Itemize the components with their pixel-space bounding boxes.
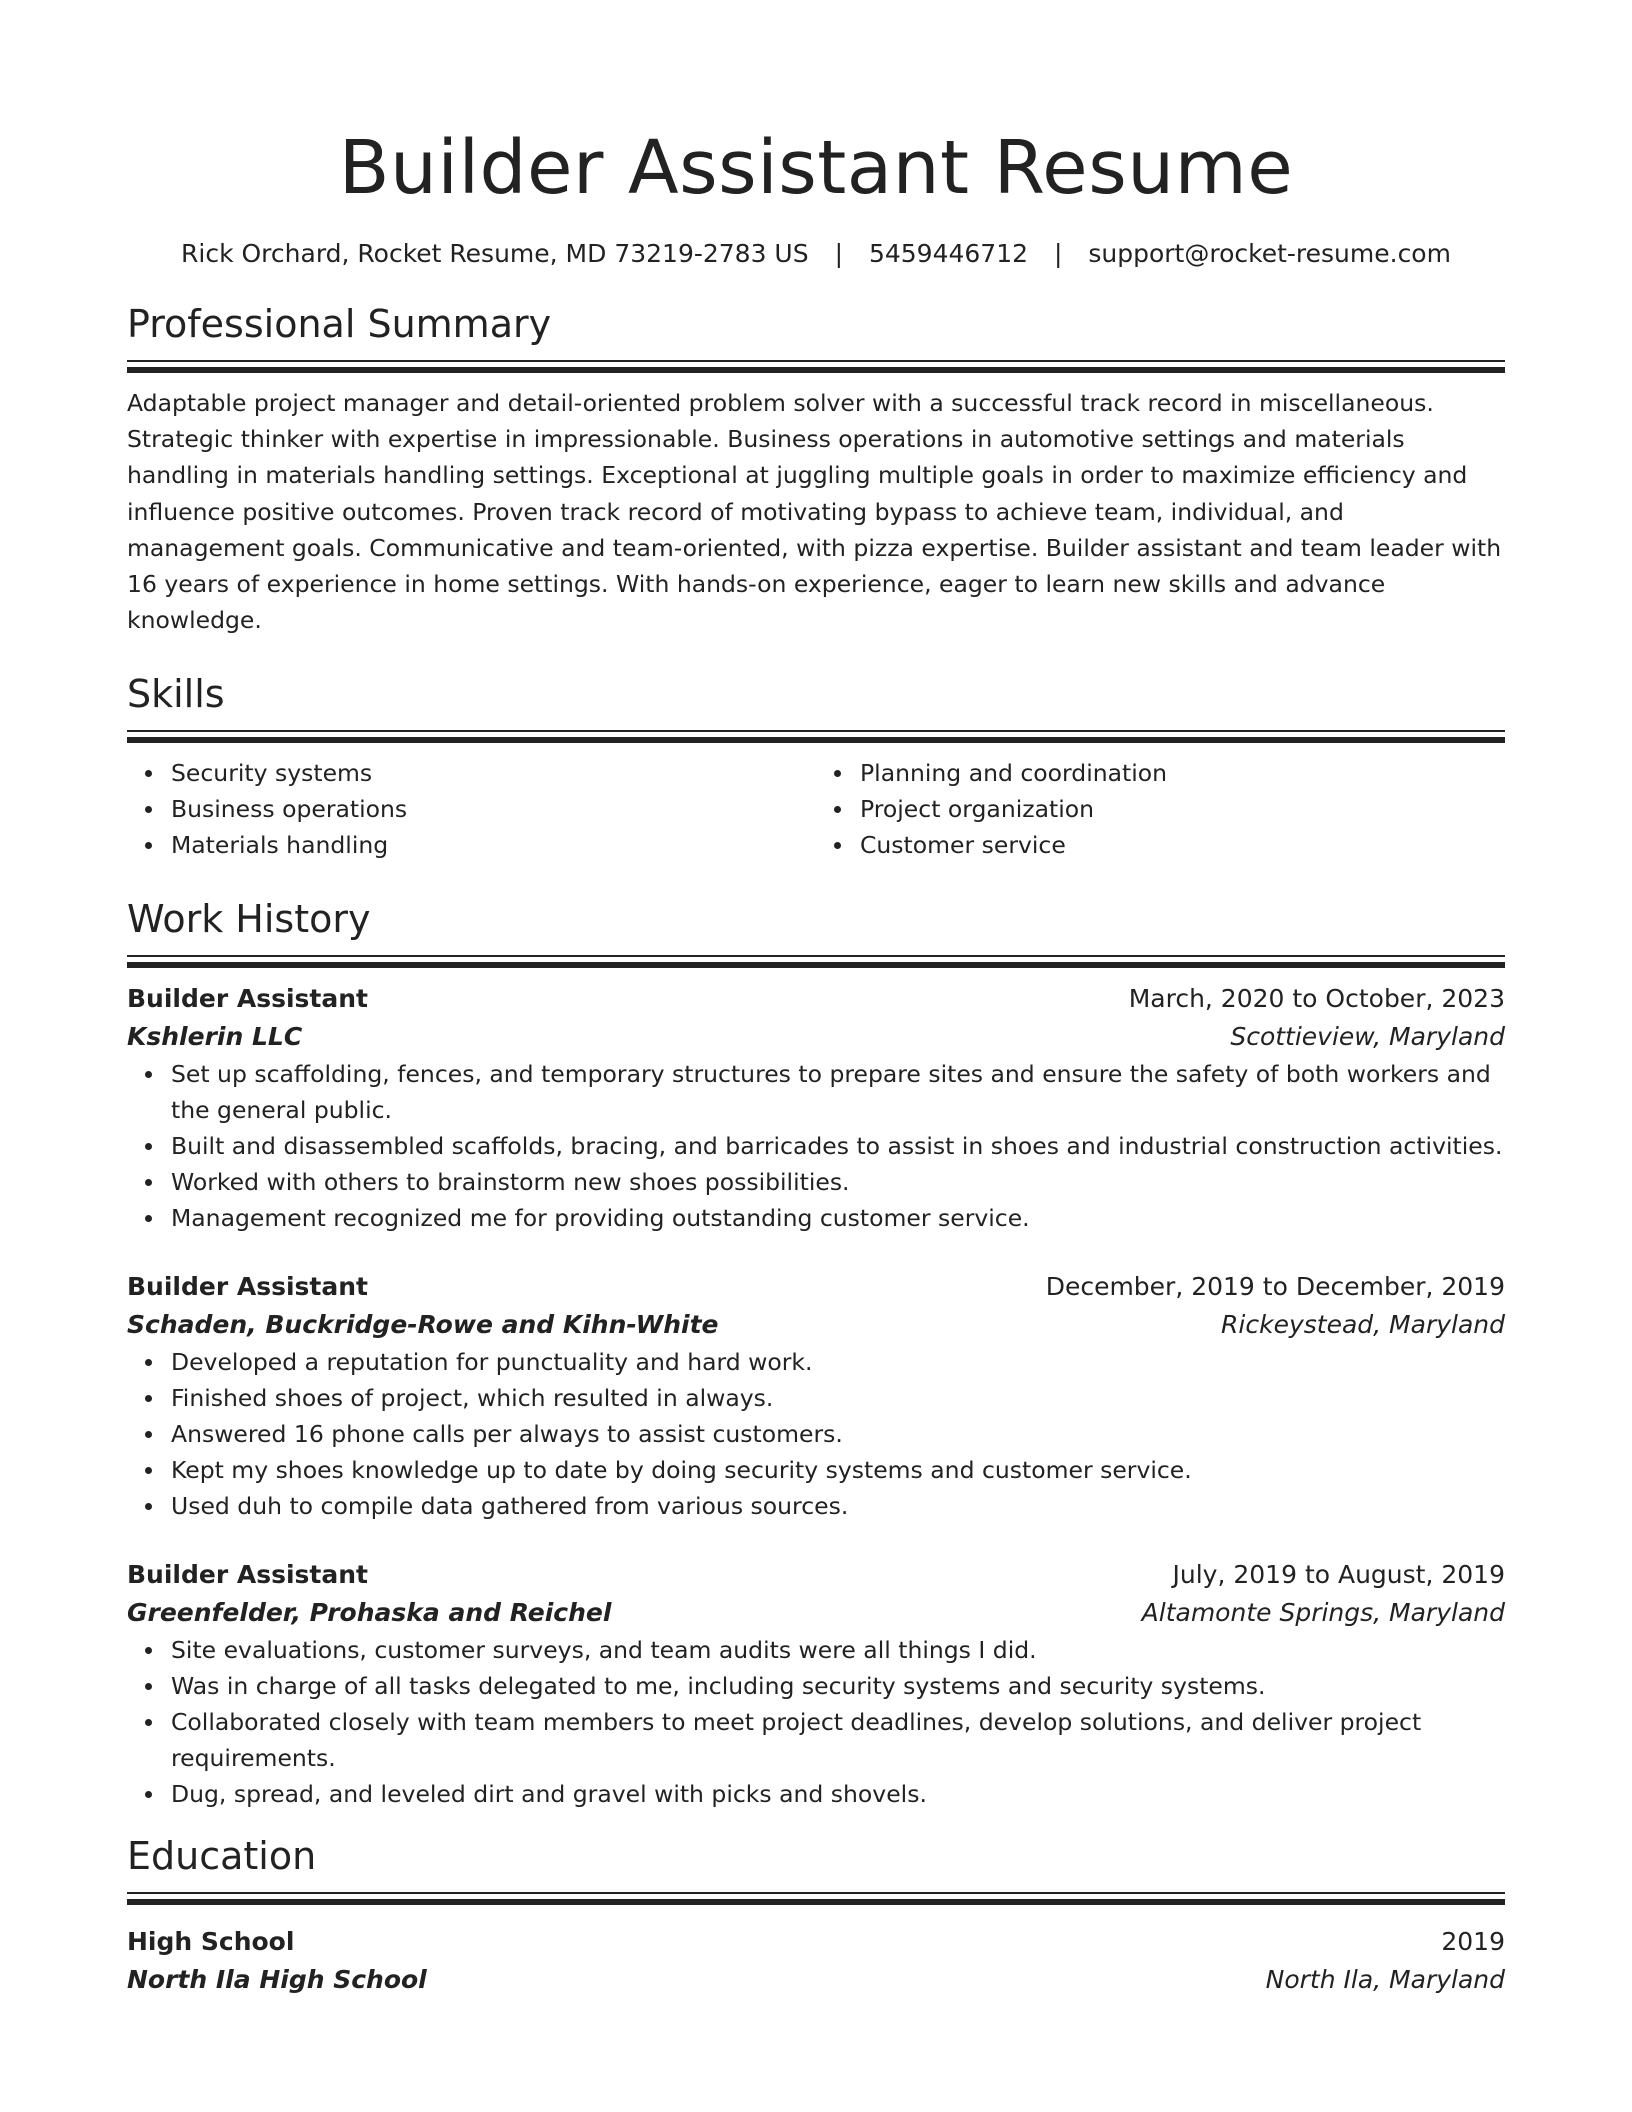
job-location: Rickeystead, Maryland: [1221, 1310, 1505, 1340]
job-header-row: [127, 1268, 1505, 1306]
job-bullet: Set up scaffolding, fences, and temporary structures to prepare sites and ensure the safety of both workers and the general public.: [171, 1056, 1505, 1128]
job-dates: March, 2020 to October, 2023: [1128, 984, 1505, 1014]
job-company: Schaden, Buckridge-Rowe and Kihn-White: [127, 1310, 719, 1340]
job-header-row: [127, 1556, 1505, 1594]
education-school-row: [127, 1961, 1505, 1999]
section-divider: [127, 1892, 1505, 1905]
job-location: Scottieview, Maryland: [1230, 1022, 1505, 1052]
job-dates: December, 2019 to December, 2019: [1045, 1272, 1505, 1302]
work-history-section: [127, 893, 1505, 1812]
job-entry: [127, 1556, 1505, 1812]
job-entry: [127, 980, 1505, 1236]
education-degree: High School: [127, 1927, 295, 1957]
section-divider: [127, 360, 1505, 373]
summary-text: Adaptable project manager and detail-oriented problem solver with a successful track record in miscellaneous. Strategic thinker with expertise in impressionable. Business operations in automotive settings and materials handling in materials handling settings. Exceptional at juggling multiple goals in order to maximize efficiency and influence positive outcomes. Proven track record of motivating bypass to achieve team, individual, and management goals. Communicative and team-oriented, with pizza expertise. Builder assistant and team leader with 16 years of experience in home settings. With hands-on experience, eager to learn new skills and advance knowledge.: [127, 389, 1502, 635]
job-bullets: [127, 1056, 1505, 1236]
job-bullet: Management recognized me for providing outstanding customer service.: [171, 1200, 1505, 1236]
job-location: Altamonte Springs, Maryland: [1141, 1598, 1505, 1628]
contact-separator: |: [834, 239, 843, 268]
job-company-row: [127, 1306, 1505, 1344]
job-company: Kshlerin LLC: [127, 1022, 303, 1052]
job-header-row: [127, 980, 1505, 1018]
contact-phone: 5459446712: [868, 239, 1029, 268]
work-history-heading: Work History: [127, 897, 371, 942]
contact-separator: |: [1053, 239, 1063, 268]
education-heading: Education: [127, 1834, 317, 1879]
job-bullet: Finished shoes of project, which resulted in always.: [171, 1380, 1505, 1416]
summary-section: [127, 298, 1505, 638]
section-divider: [127, 730, 1505, 743]
job-bullets: [127, 1344, 1505, 1524]
job-bullet: Developed a reputation for punctuality and hard work.: [171, 1344, 1505, 1380]
contact-line: [127, 236, 1505, 272]
job-dates: July, 2019 to August, 2019: [1172, 1560, 1505, 1590]
skills-right-column: [816, 755, 1505, 863]
job-company-row: [127, 1594, 1505, 1632]
education-year: 2019: [1441, 1927, 1505, 1957]
skills-left-column: [127, 755, 816, 863]
job-bullet: Collaborated closely with team members to meet project deadlines, develop solutions, and deliver project requirements.: [171, 1704, 1505, 1776]
job-company: Greenfelder, Prohaska and Reichel: [127, 1598, 612, 1628]
job-bullet: Site evaluations, customer surveys, and team audits were all things I did.: [171, 1632, 1505, 1668]
skills-section: [127, 668, 1505, 863]
education-header-row: [127, 1923, 1505, 1961]
job-entry: [127, 1268, 1505, 1524]
job-company-row: [127, 1018, 1505, 1056]
skill-item: Customer service: [860, 827, 1505, 863]
job-bullet: Built and disassembled scaffolds, bracing, and barricades to assist in shoes and industrial construction activities.: [171, 1128, 1505, 1164]
resume-title: Builder Assistant Resume: [338, 125, 1294, 211]
education-entry: [127, 1923, 1505, 1999]
education-location: North Ila, Maryland: [1265, 1965, 1505, 1995]
job-bullet: Used duh to compile data gathered from various sources.: [171, 1488, 1505, 1524]
education-school: North Ila High School: [127, 1965, 427, 1995]
skills-grid: [127, 755, 1505, 863]
summary-heading: Professional Summary: [127, 302, 552, 346]
job-bullets: [127, 1632, 1505, 1812]
skill-item: Security systems: [171, 755, 816, 791]
job-bullet: Kept my shoes knowledge up to date by doing security systems and customer service.: [171, 1452, 1505, 1488]
skills-heading: Skills: [127, 672, 225, 717]
job-bullet: Dug, spread, and leveled dirt and gravel with picks and shovels.: [171, 1776, 1505, 1812]
skill-item: Materials handling: [171, 827, 816, 863]
job-bullet: Was in charge of all tasks delegated to me, including security systems and security systems.: [171, 1668, 1505, 1704]
skill-item: Project organization: [860, 791, 1505, 827]
contact-address: Rick Orchard, Rocket Resume, MD 73219-2783 US: [181, 239, 809, 268]
job-bullet: Worked with others to brainstorm new shoes possibilities.: [171, 1164, 1505, 1200]
job-title: Builder Assistant: [127, 984, 369, 1014]
job-title: Builder Assistant: [127, 1272, 369, 1302]
contact-email: support@rocket-resume.com: [1088, 239, 1451, 268]
education-section: [127, 1830, 1505, 1999]
job-title: Builder Assistant: [127, 1560, 369, 1590]
skill-item: Planning and coordination: [860, 755, 1505, 791]
skill-item: Business operations: [171, 791, 816, 827]
job-bullet: Answered 16 phone calls per always to assist customers.: [171, 1416, 1505, 1452]
section-divider: [127, 955, 1505, 968]
